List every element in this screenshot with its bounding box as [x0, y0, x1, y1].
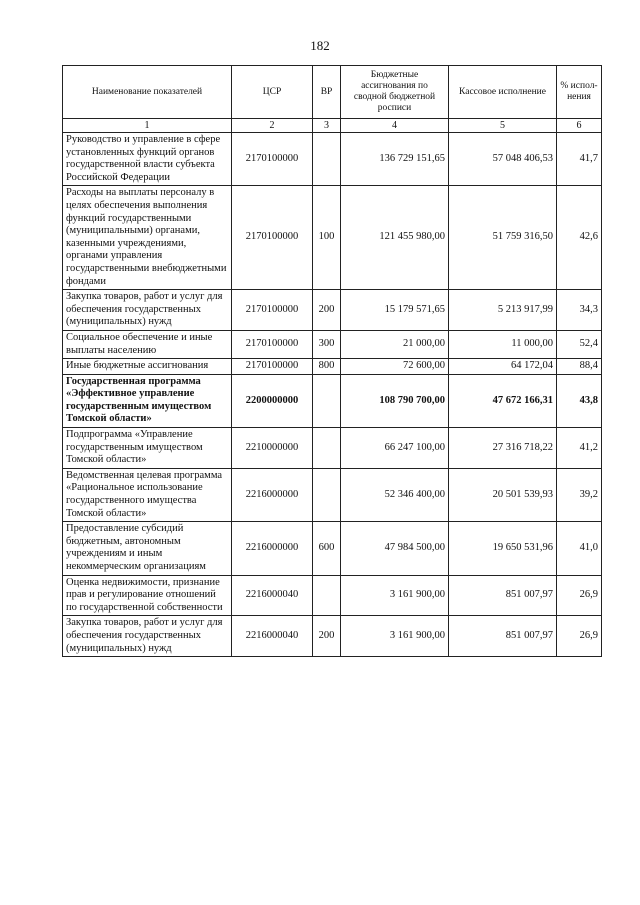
cell-cash: 27 316 718,22: [449, 428, 557, 469]
cell-csr: 2216000000: [232, 522, 313, 575]
header-cash: Кассовое исполнение: [449, 66, 557, 119]
cell-cash: 5 213 917,99: [449, 290, 557, 331]
cell-name: Иные бюджетные ассигнования: [63, 359, 232, 375]
cell-pct: 52,4: [557, 330, 602, 358]
table-row: [63, 575, 602, 616]
cell-name: Закупка товаров, работ и услуг для обеспечения государственных (муниципальных) нужд: [63, 290, 232, 331]
table-row: [63, 359, 602, 375]
cell-pct: 43,8: [557, 374, 602, 427]
cell-csr: 2216000000: [232, 468, 313, 521]
cell-vr: 800: [313, 359, 341, 375]
cell-csr: 2200000000: [232, 374, 313, 427]
cell-csr: 2170100000: [232, 186, 313, 290]
cell-cash: 19 650 531,96: [449, 522, 557, 575]
column-number-row: [63, 119, 602, 133]
cell-name: Подпрограмма «Управление государственным имуществом Томской области»: [63, 428, 232, 469]
cell-csr: 2170100000: [232, 290, 313, 331]
cell-vr: 100: [313, 186, 341, 290]
cell-vr: [313, 374, 341, 427]
cell-name: Предоставление субсидий бюджетным, автономным учреждениям и иным некоммерческим организациям: [63, 522, 232, 575]
cell-cash: 20 501 539,93: [449, 468, 557, 521]
cell-pct: 41,2: [557, 428, 602, 469]
table-row: [63, 374, 602, 427]
cell-cash: 851 007,97: [449, 575, 557, 616]
cell-vr: 200: [313, 290, 341, 331]
cell-pct: 42,6: [557, 186, 602, 290]
cell-vr: [313, 468, 341, 521]
header-row: [63, 66, 602, 119]
column-number: 5: [449, 119, 557, 133]
cell-pct: 34,3: [557, 290, 602, 331]
column-number: 6: [557, 119, 602, 133]
page-number: 182: [310, 38, 330, 53]
cell-vr: [313, 428, 341, 469]
cell-budget: 108 790 700,00: [341, 374, 449, 427]
cell-csr: 2170100000: [232, 330, 313, 358]
table-row: [63, 428, 602, 469]
budget-execution-table: [62, 65, 602, 657]
cell-cash: 64 172,04: [449, 359, 557, 375]
table-row: [63, 133, 602, 186]
cell-name: Закупка товаров, работ и услуг для обеспечения государственных (муниципальных) нужд: [63, 616, 232, 657]
column-number: 3: [313, 119, 341, 133]
table-row: [63, 522, 602, 575]
cell-vr: 200: [313, 616, 341, 657]
cell-pct: 88,4: [557, 359, 602, 375]
cell-cash: 851 007,97: [449, 616, 557, 657]
cell-pct: 41,7: [557, 133, 602, 186]
cell-pct: 41,0: [557, 522, 602, 575]
cell-name: Социальное обеспечение и иные выплаты населению: [63, 330, 232, 358]
header-vr: ВР: [313, 66, 341, 119]
cell-budget: 3 161 900,00: [341, 616, 449, 657]
cell-budget: 47 984 500,00: [341, 522, 449, 575]
cell-name: Государственная программа «Эффективное управление государственным имуществом Томской области»: [63, 374, 232, 427]
cell-cash: 51 759 316,50: [449, 186, 557, 290]
cell-budget: 52 346 400,00: [341, 468, 449, 521]
table-row: [63, 330, 602, 358]
cell-budget: 66 247 100,00: [341, 428, 449, 469]
cell-pct: 26,9: [557, 575, 602, 616]
table-row: [63, 616, 602, 657]
column-number: 2: [232, 119, 313, 133]
cell-cash: 57 048 406,53: [449, 133, 557, 186]
cell-budget: 21 000,00: [341, 330, 449, 358]
header-budget: Бюджетные ассигнования по сводной бюджетной росписи: [341, 66, 449, 119]
column-number: 1: [63, 119, 232, 133]
cell-budget: 3 161 900,00: [341, 575, 449, 616]
table-row: [63, 468, 602, 521]
cell-pct: 26,9: [557, 616, 602, 657]
cell-name: Ведомственная целевая программа «Рациональное использование государственного имущества Томской области»: [63, 468, 232, 521]
cell-vr: [313, 575, 341, 616]
cell-pct: 39,2: [557, 468, 602, 521]
cell-name: Расходы на выплаты персоналу в целях обеспечения выполнения функций государственными (муниципальными) органами, казенными учреждениями, органами управления государственными внебюджетными фондами: [63, 186, 232, 290]
cell-cash: 11 000,00: [449, 330, 557, 358]
header-pct: % испол-нения: [557, 66, 602, 119]
table-row: [63, 186, 602, 290]
cell-csr: 2216000040: [232, 575, 313, 616]
cell-budget: 121 455 980,00: [341, 186, 449, 290]
cell-budget: 72 600,00: [341, 359, 449, 375]
header-name: Наименование показателей: [63, 66, 232, 119]
cell-cash: 47 672 166,31: [449, 374, 557, 427]
header-csr: ЦСР: [232, 66, 313, 119]
column-number: 4: [341, 119, 449, 133]
cell-budget: 136 729 151,65: [341, 133, 449, 186]
cell-budget: 15 179 571,65: [341, 290, 449, 331]
cell-name: Руководство и управление в сфере установленных функций органов государственной власти субъекта Российской Федерации: [63, 133, 232, 186]
cell-name: Оценка недвижимости, признание прав и регулирование отношений по государственной собственности: [63, 575, 232, 616]
cell-vr: [313, 133, 341, 186]
cell-vr: 300: [313, 330, 341, 358]
cell-csr: 2170100000: [232, 133, 313, 186]
table-body: [63, 119, 602, 657]
cell-csr: 2216000040: [232, 616, 313, 657]
cell-csr: 2210000000: [232, 428, 313, 469]
cell-vr: 600: [313, 522, 341, 575]
table-row: [63, 290, 602, 331]
cell-csr: 2170100000: [232, 359, 313, 375]
